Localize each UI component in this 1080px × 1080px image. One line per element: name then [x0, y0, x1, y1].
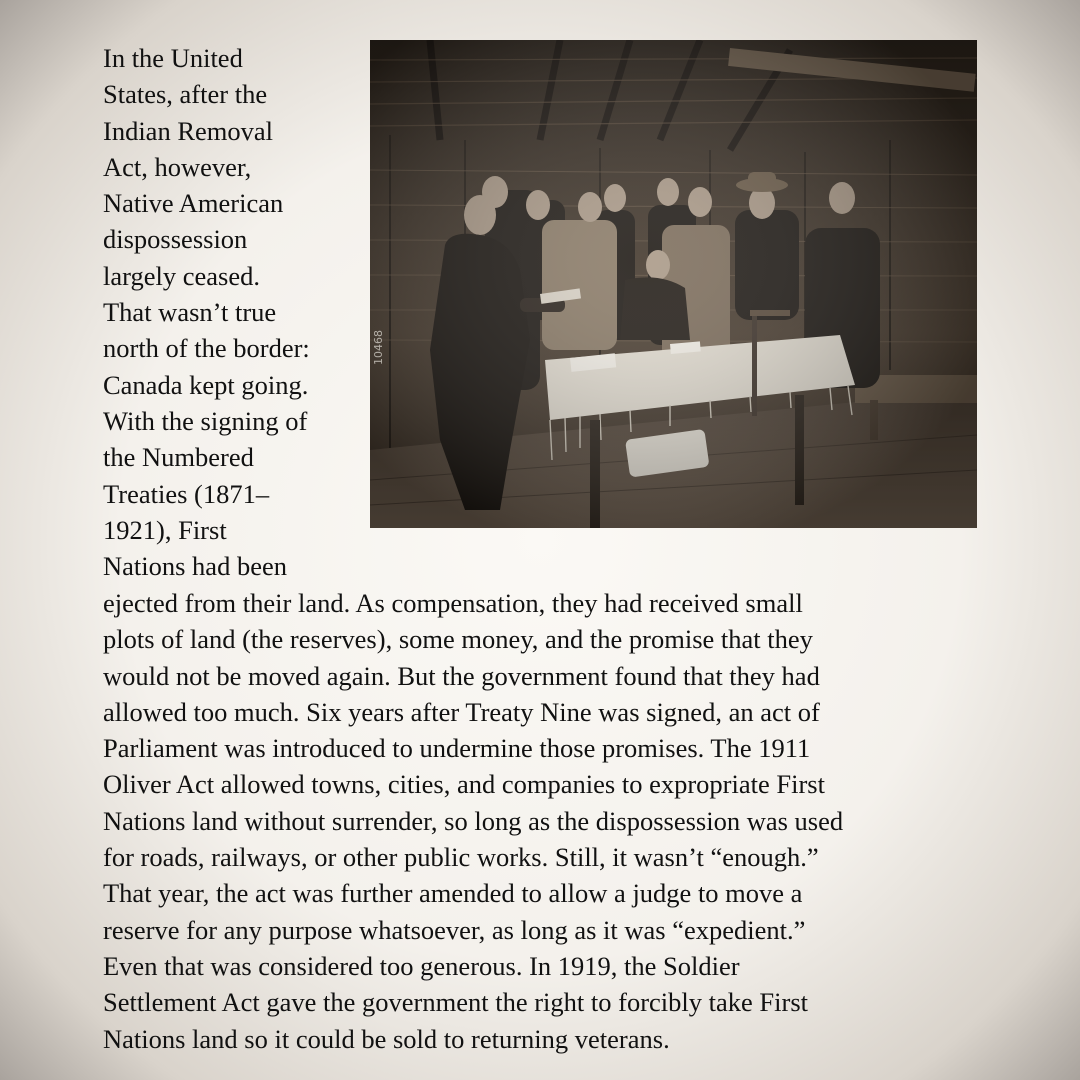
text-line: Parliament was introduced to undermine those promises. The 1911 — [103, 733, 811, 764]
treaty-signing-photo-illustration — [370, 40, 977, 528]
text-line: reserve for any purpose whatsoever, as long as it was “expedient.” — [103, 914, 806, 945]
text-line: Treaties (1871– — [103, 478, 270, 509]
text-line: for roads, railways, or other public works. Still, it wasn’t “enough.” — [103, 842, 819, 873]
text-line: allowed too much. Six years after Treaty Nine was signed, an act of — [103, 696, 820, 727]
text-line: plots of land (the reserves), some money, and the promise that they — [103, 624, 813, 655]
text-line: States, after the — [103, 79, 268, 110]
text-line: Nations land so it could be sold to returning veterans. — [103, 1023, 670, 1054]
text-line: That wasn’t true — [103, 297, 277, 328]
body-text-column — [103, 585, 983, 1057]
text-line: Nations had been — [103, 551, 287, 582]
historical-treaty-photo — [370, 40, 977, 528]
text-line: ejected from their land. As compensation, they had received small — [103, 588, 803, 618]
text-line: would not be moved again. But the government found that they had — [103, 660, 820, 691]
text-line: dispossession — [103, 224, 248, 255]
text-line: Nations land without surrender, so long as the dispossession was used — [103, 805, 844, 836]
text-line: Canada kept going. — [103, 369, 309, 400]
text-line: That year, the act was further amended to allow a judge to move a — [103, 878, 803, 909]
text-line: Act, however, — [103, 151, 252, 182]
text-line: the Numbered — [103, 442, 254, 473]
text-line: Oliver Act allowed towns, cities, and companies to expropriate First — [103, 769, 825, 800]
text-line: largely ceased. — [103, 260, 260, 291]
intro-text-column — [103, 40, 358, 584]
text-line: Settlement Act gave the government the right to forcibly take First — [103, 987, 809, 1018]
text-line: Native American — [103, 188, 284, 219]
text-line: 1921), First — [103, 514, 227, 545]
text-line: north of the border: — [103, 333, 310, 364]
text-line: In the United — [103, 43, 243, 73]
text-line: Even that was considered too generous. In 1919, the Soldier — [103, 950, 740, 981]
text-line: With the signing of — [103, 405, 308, 436]
text-line: Indian Removal — [103, 115, 273, 146]
